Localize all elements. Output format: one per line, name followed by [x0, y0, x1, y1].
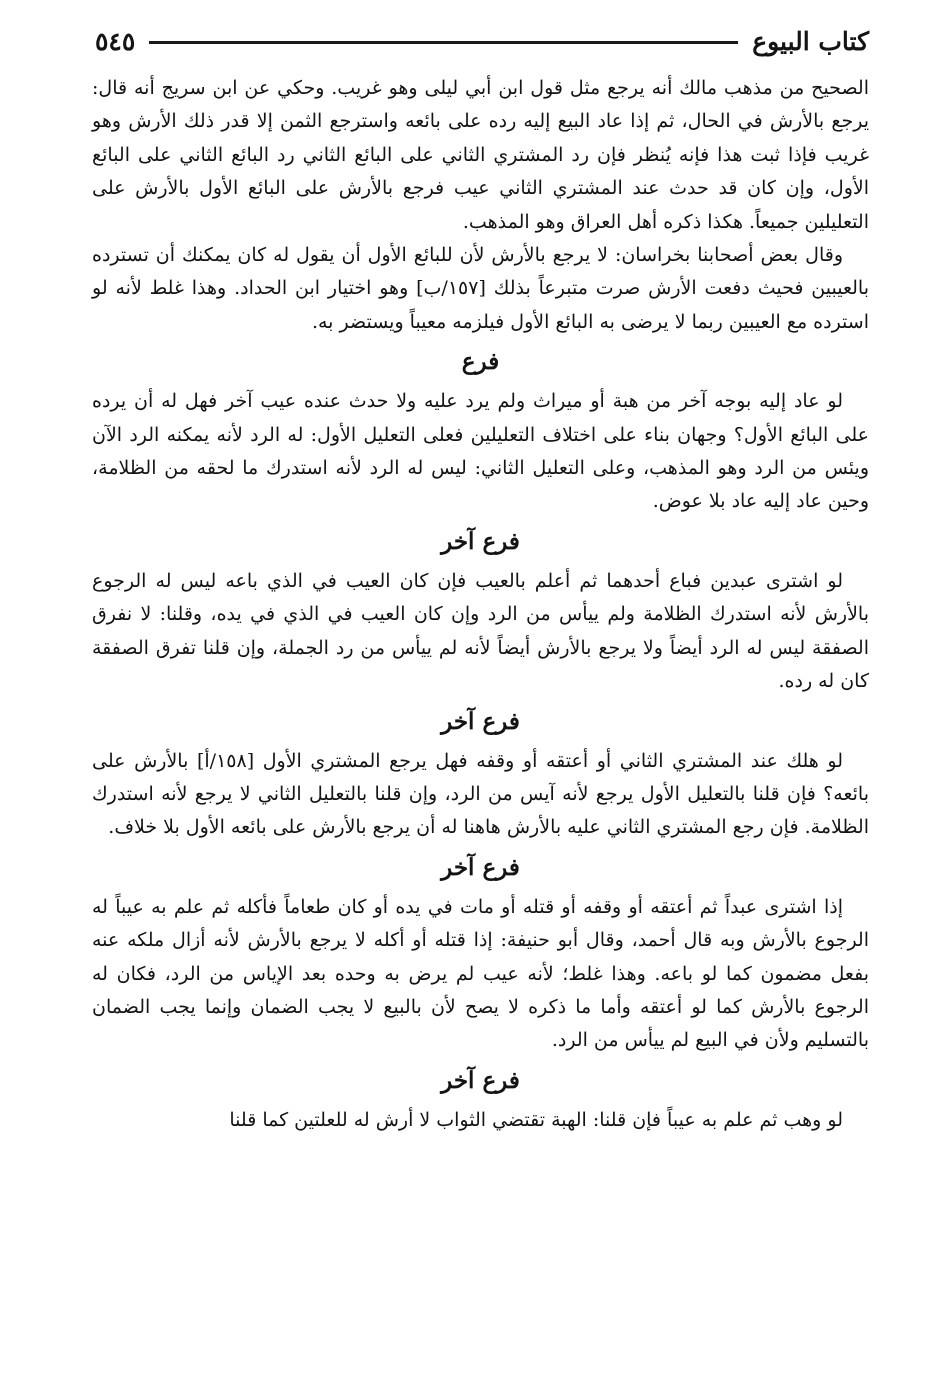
paragraph: لو وهب ثم علم به عيباً فإن قلنا: الهبة تقتضي الثواب لا أرش له للعلتين كما قلنا — [229, 1108, 843, 1131]
section-heading: فرع آخر — [441, 527, 520, 555]
page-body — [92, 72, 869, 1137]
paragraph: وقال بعض أصحابنا بخراسان: لا يرجع بالأرش لأن للبائع الأول أن يقول له كان يمكنك أن تسترده بالعيبين فحيث دفعت الأرش صرت متبرعاً بذلك [١٥٧/ب] وهو اختيار ابن الحداد. وهذا غلط لأنه لو استرده مع العيبين ربما لا يرضى به البائع الأول فيلزمه معيباً ويستضر به. — [92, 244, 869, 333]
page-number: ٥٤٥ — [95, 27, 136, 56]
header-rule — [149, 41, 738, 44]
section-heading: فرع آخر — [441, 707, 520, 735]
paragraph: إذا اشترى عبداً ثم أعتقه أو وقفه أو قتله أو مات في يده أو كان طعاماً فأكله ثم علم به عيباً له الرجوع بالأرش وبه قال أحمد، وقال أبو حنيفة: إذا قتله أو أكله لا يرجع بالأرش لأنه أزال ملكه عنه بفعل مضمون كما لو باعه. وهذا غلط؛ لأنه عيب لم يرض به وحده بعد الإياس من الرد، فكان له الرجوع بالأرش كما لو أعتقه وأما ما ذكره لا يصح لأن بالبيع لا يجب الضمان وإنما يجب الضمان بالتسليم ولأن في البيع لم ييأس من الرد. — [92, 895, 869, 1052]
paragraph: لو هلك عند المشتري الثاني أو أعتقه أو وقفه فهل يرجع المشتري الأول [١٥٨/أ] بالأرش على بائعه؟ فإن قلنا بالتعليل الأول يرجع لأنه آيس من الرد، وإن قلنا بالتعليل الثاني لا يرجع لأنه استدرك الظلامة. فإن رجع المشتري الثاني عليه بالأرش هاهنا له أن يرجع بالأرش على بائعه الأول بلا خلاف. — [92, 749, 869, 839]
section-heading: فرع آخر — [441, 1066, 520, 1094]
running-header — [95, 22, 869, 62]
section-heading: فرع — [461, 348, 500, 376]
paragraph: لو اشترى عبدين فباع أحدهما ثم أعلم بالعيب فإن كان العيب في الذي باعه ليس له الرجوع بالأرش لأنه استدرك الظلامة ولم ييأس من الرد وإن كان العيب في الذي في يده، وقلنا: لا نفرق الصفقة ليس له الرد أيضاً ولا يرجع بالأرش أيضاً لأنه لم ييأس من رد الجملة، وإن قلنا تفرق الصفقة كان له رده. — [92, 569, 869, 693]
paragraph: الصحيح من مذهب مالك أنه يرجع مثل قول ابن أبي ليلى وهو غريب. وحكي عن ابن سريج أنه قال: يرجع بالأرش في الحال، ثم إذا عاد البيع إليه رده على بائعه واسترجع الثمن إلا قدر ذلك الأرش وهو غريب فإذا ثبت هذا فإنه يُنظر فإن رد المشتري الثاني على البائع الثاني رد البائع الثاني على البائع الأول، وإن كان قد حدث عند المشتري الثاني عيب فرجع بالأرش على البائع الأول بالأرش على التعليلين جميعاً. هكذا ذكره أهل العراق وهو المذهب. — [92, 77, 869, 233]
book-title: كتاب البيوع — [752, 27, 869, 56]
paragraph: لو عاد إليه بوجه آخر من هبة أو ميراث ولم يرد عليه ولا حدث عنده عيب آخر فهل له أن يرده على البائع الأول؟ وجهان بناء على اختلاف التعليلين فعلى التعليل الأول: له الرد لأنه يمكنه الرد الآن ويئس من الرد وهو المذهب، وعلى التعليل الثاني: ليس له الرد لأنه استدرك ما لحقه من الظلامة، وحين عاد إليه عاد بلا عوض. — [92, 390, 869, 513]
section-heading: فرع آخر — [441, 853, 520, 881]
